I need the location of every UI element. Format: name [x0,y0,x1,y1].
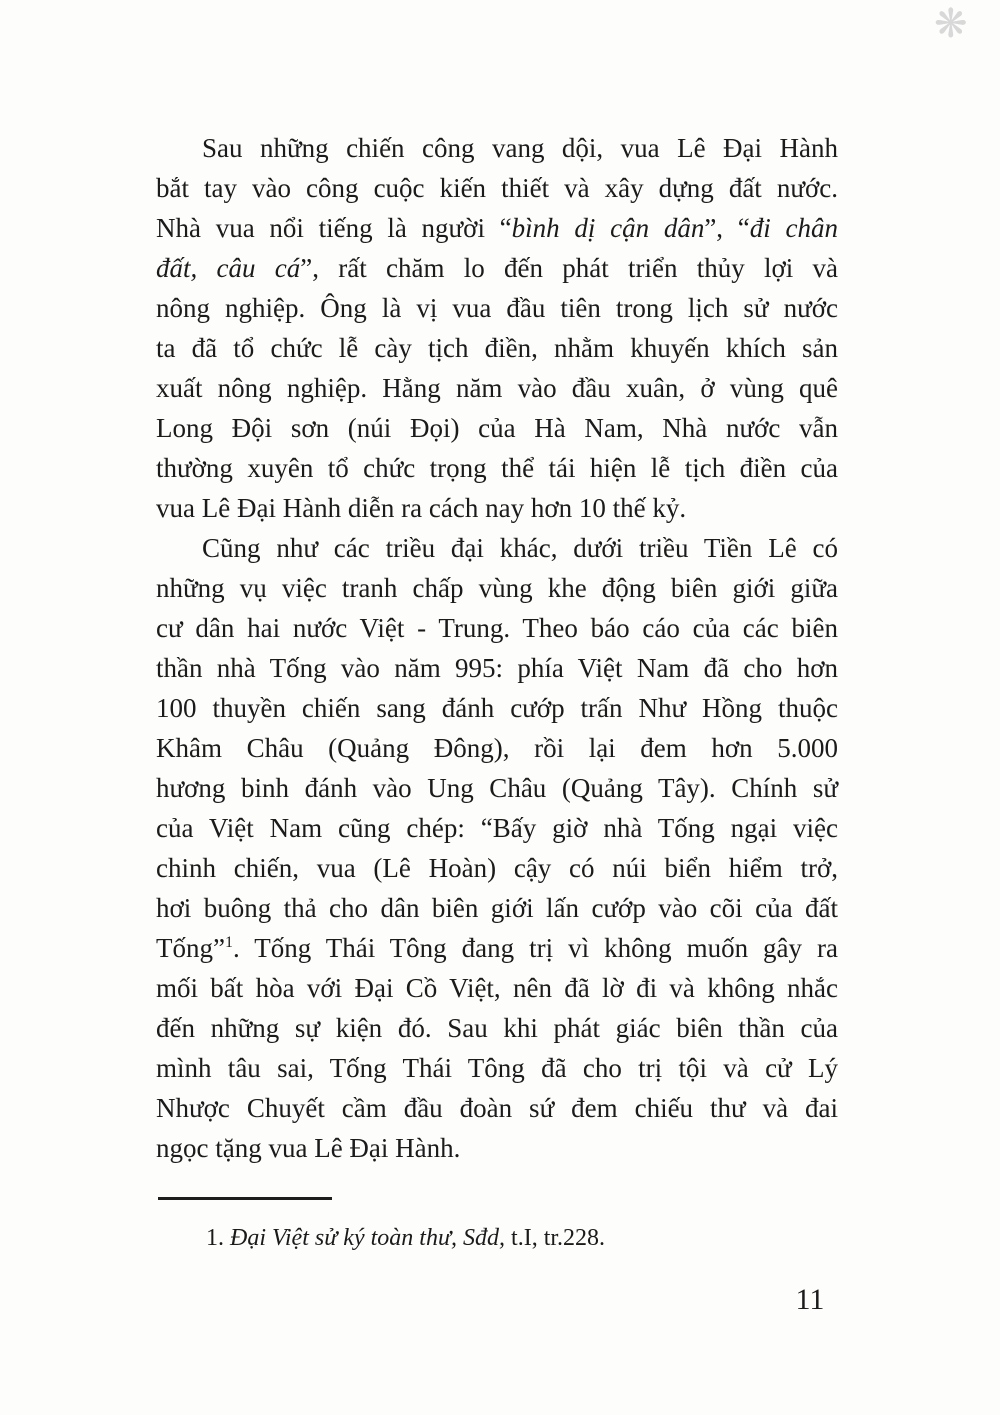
text-line: thường xuyên tổ chức trọng thể tái hiện lễ tịch điền của [156,453,838,483]
text-line: Khâm Châu (Quảng Đông), rồi lại đem hơn 5.000 [156,733,838,763]
text-line: Long Đội sơn (núi Đọi) của Hà Nam, Nhà nước vẫn [156,413,838,443]
page-text [156,128,838,1168]
text-line: vua Lê Đại Hành diễn ra cách nay hơn 10 thế kỷ. [156,493,687,523]
text-line: 100 thuyền chiến sang đánh cướp trấn Như Hồng thuộc [156,693,838,723]
text-line: hơi buông thả cho dân biên giới lấn cướp vào cõi của đất [156,893,838,923]
text-line: Nhược Chuyết cầm đầu đoàn sứ đem chiếu thư và đai [156,1093,838,1123]
text-line: thần nhà Tống vào năm 995: phía Việt Nam đã cho hơn [156,653,838,683]
text-line: 1. Đại Việt sử ký toàn thư, Sđd, t.I, tr.228. [206,1225,606,1251]
text-line: nông nghiệp. Ông là vị vua đầu tiên trong lịch sử nước [156,293,838,323]
text-line: những vụ việc tranh chấp vùng khe động biên giới giữa [156,573,838,603]
text-line: đất, câu cá”, rất chăm lo đến phát triển thủy lợi và [156,253,838,283]
paragraph-1 [156,128,838,528]
text-line: Tống”$^1$. Tống Thái Tông đang trị vì không muốn gây ra [156,933,838,963]
text-line: chinh chiến, vua (Lê Hoàn) cậy có núi biển hiểm trở, [156,853,838,883]
text-line: đến những sự kiện đó. Sau khi phát giác biên thần của [156,1013,838,1043]
text-line: ngọc tặng vua Lê Đại Hành. [156,1133,461,1163]
footnote [156,1220,838,1256]
text-line: ta đã tổ chức lễ cày tịch điền, nhằm khuyến khích sản [156,333,838,363]
text-line: mối bất hòa với Đại Cồ Việt, nên đã lờ đi và không nhắc [156,973,838,1003]
flower-ornament-icon: ❋ [934,1,968,47]
text-line: hương binh đánh vào Ung Châu (Quảng Tây). Chính sử [156,773,838,803]
text-line: của Việt Nam cũng chép: “Bấy giờ nhà Tống ngại việc [156,813,838,843]
text-line: mình tâu sai, Tống Thái Tông đã cho trị tội và cử Lý [156,1053,838,1083]
text-line: Sau những chiến công vang dội, vua Lê Đại Hành [202,133,838,163]
text-line: bắt tay vào công cuộc kiến thiết và xây dựng đất nước. [156,173,838,203]
text-line: xuất nông nghiệp. Hằng năm vào đầu xuân, ở vùng quê [156,373,838,403]
paragraph-2 [156,528,838,1168]
text-line: Cũng như các triều đại khác, dưới triều Tiền Lê có [202,533,838,563]
text-line: Nhà vua nổi tiếng là người “bình dị cận dân”, “đi chân [156,213,838,243]
text-line: cư dân hai nước Việt - Trung. Theo báo cáo của các biên [156,613,838,643]
footnote-divider [158,1197,332,1200]
page-number: 11 [795,1283,825,1316]
